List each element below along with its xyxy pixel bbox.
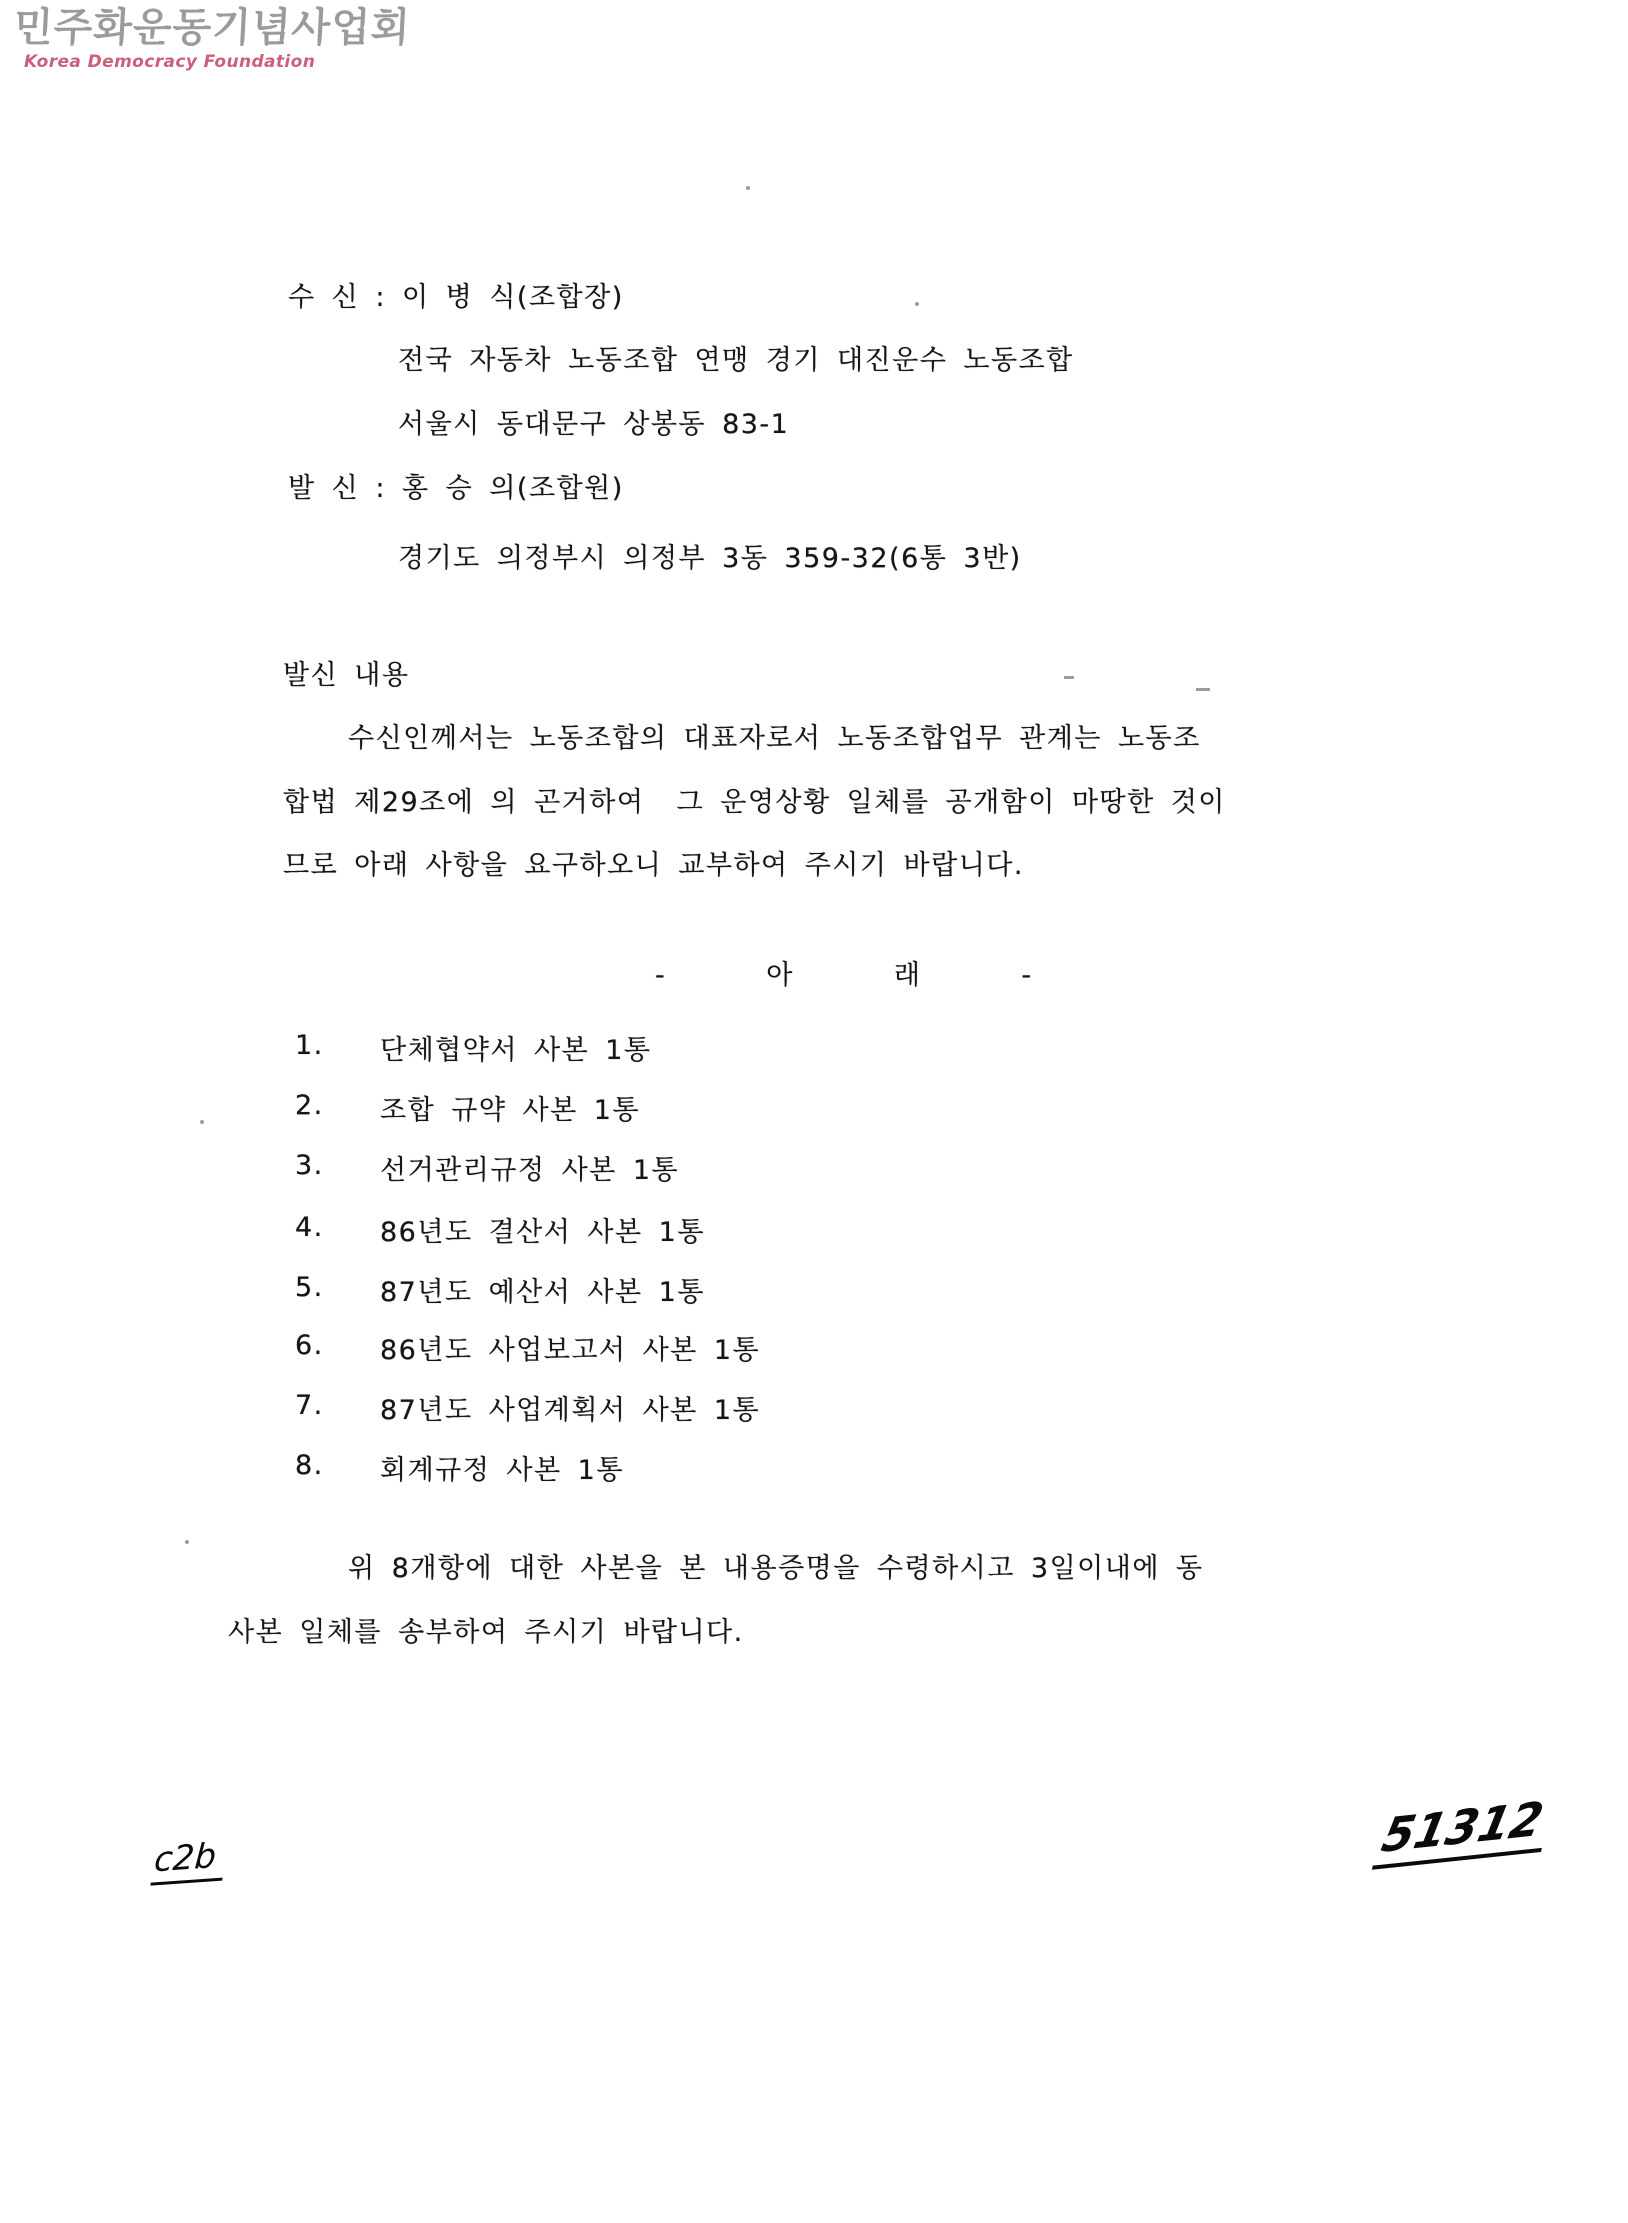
scan-speck xyxy=(915,302,919,306)
list-item: 선거관리규정 사본 1통 xyxy=(380,1155,680,1186)
list-item: 87년도 사업계획서 사본 1통 xyxy=(380,1395,761,1426)
logo-english-text: Korea Democracy Foundation xyxy=(24,52,316,72)
logo-korean-text: 민주화운동기념사업회 xyxy=(12,5,412,51)
closing-line: 위 8개항에 대한 사본을 본 내용증명을 수령하시고 3일이내에 동 xyxy=(348,1553,1204,1584)
list-item-number: 1. xyxy=(295,1030,324,1061)
recipient-address-line: 서울시 동대문구 상봉동 83-1 xyxy=(398,409,790,440)
recipient-line: 수 신 : 이 병 식(조합장) xyxy=(288,282,624,313)
scan-speck xyxy=(200,1120,204,1124)
list-item: 단체협약서 사본 1통 xyxy=(380,1035,652,1066)
list-item: 회계규정 사본 1통 xyxy=(380,1455,624,1486)
scan-speck xyxy=(746,186,750,190)
scan-speck xyxy=(185,1540,189,1544)
sender-address-line: 경기도 의정부시 의정부 3동 359-32(6통 3반) xyxy=(398,543,1022,574)
list-item-number: 3. xyxy=(295,1150,324,1181)
body-line: 므로 아래 사항을 요구하오니 교부하여 주시기 바랍니다. xyxy=(283,850,1024,881)
scan-speck xyxy=(1196,688,1210,691)
list-item-number: 8. xyxy=(295,1450,324,1481)
below-divider: - 아 래 - xyxy=(655,960,1034,991)
body-line: 합법 제29조에 의 곤거하여 그 운영상황 일체를 공개함이 마땅한 것이 xyxy=(283,787,1226,818)
list-item-number: 7. xyxy=(295,1390,324,1421)
archive-logo xyxy=(14,6,410,72)
content-heading: 발신 내용 xyxy=(283,660,410,691)
body-line: 수신인께서는 노동조합의 대표자로서 노동조합업무 관계는 노동조 xyxy=(348,723,1201,754)
recipient-org-line: 전국 자동차 노동조합 연맹 경기 대진운수 노동조합 xyxy=(398,345,1074,376)
closing-line: 사본 일체를 송부하여 주시기 바랍니다. xyxy=(228,1617,744,1648)
list-item: 86년도 결산서 사본 1통 xyxy=(380,1217,705,1248)
scan-speck xyxy=(1064,676,1074,679)
handwritten-mark-left: c2b xyxy=(151,1835,226,1885)
sender-line: 발 신 : 홍 승 의(조합원) xyxy=(288,473,624,504)
handwritten-mark-right: 51312 xyxy=(1372,1790,1554,1869)
list-item-number: 6. xyxy=(295,1330,324,1361)
list-item-number: 5. xyxy=(295,1272,324,1303)
list-item-number: 2. xyxy=(295,1090,324,1121)
list-item-number: 4. xyxy=(295,1212,324,1243)
list-item: 87년도 예산서 사본 1통 xyxy=(380,1277,705,1308)
list-item: 조합 규약 사본 1통 xyxy=(380,1095,640,1126)
list-item: 86년도 사업보고서 사본 1통 xyxy=(380,1335,761,1366)
